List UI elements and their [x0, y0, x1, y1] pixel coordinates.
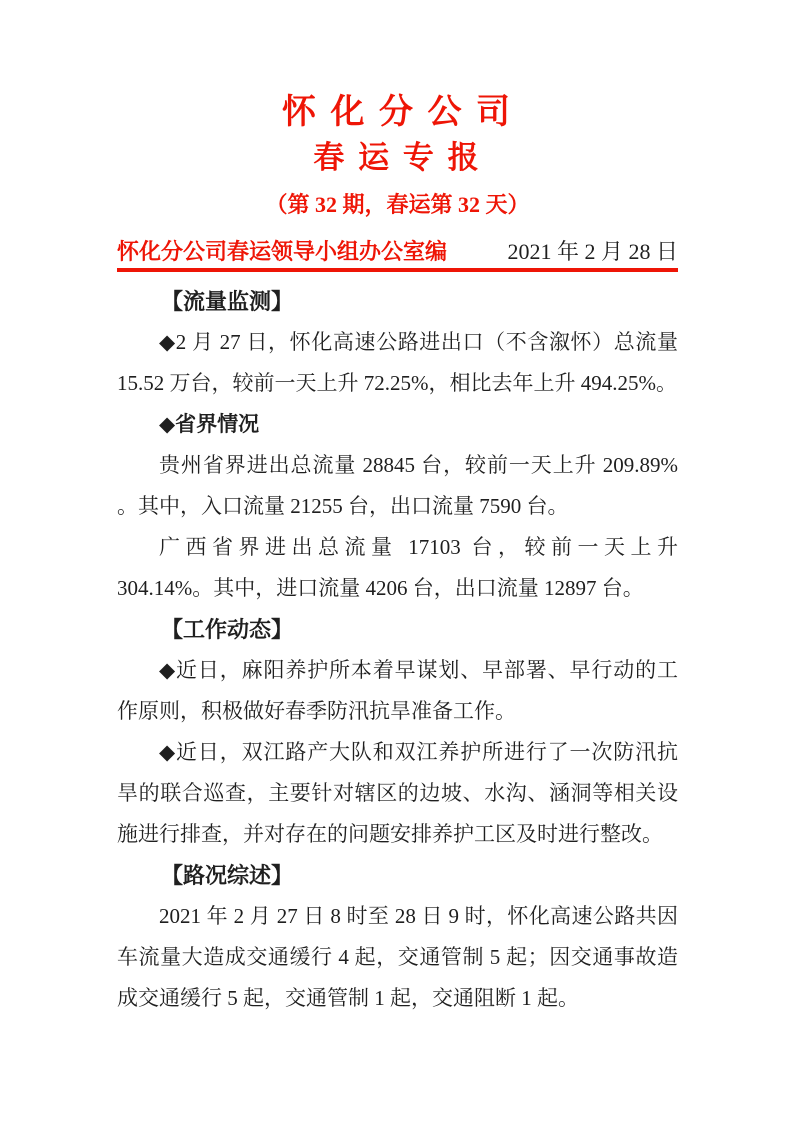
issue-date: 2021 年 2 月 28 日	[507, 239, 678, 264]
company-title: 怀 化 分 公 司	[282, 94, 513, 131]
report-title: 春 运 专 报	[313, 140, 482, 175]
section-heading-traffic-monitoring: 【流量监测】	[161, 289, 294, 314]
paragraph-total-flow: ◆2 月 27 日，怀化高速公路进出口（不含溆怀）总流量 15.52 万台，较前一天上升 72.25%，相比去年上升 494.25%。	[117, 330, 678, 395]
paragraph-mayang-maintenance: ◆近日，麻阳养护所本着早谋划、早部署、早行动的工作原则，积极做好春季防汛抗旱准备工作。	[117, 658, 678, 723]
subheading-provincial-border: ◆省界情况	[159, 412, 260, 436]
byline-row	[117, 237, 678, 266]
editor-credit: 怀化分公司春运领导小组办公室编	[117, 239, 448, 264]
paragraph-road-condition-summary: 2021 年 2 月 27 日 8 时至 28 日 9 时，怀化高速公路共因车流量大造成交通缓行 4 起，交通管制 5 起；因交通事故造成交通缓行 5 起，交通管制 1 起，交通阻断 1 起。	[117, 904, 678, 1010]
header-divider-rule	[117, 268, 678, 272]
paragraph-guizhou-border: 贵州省界进出总流量 28845 台，较前一天上升 209.89% 。其中，入口流量 21255 台，出口流量 7590 台。	[117, 453, 678, 518]
section-heading-work-updates: 【工作动态】	[161, 617, 294, 642]
section-heading-road-conditions: 【路况综述】	[161, 863, 294, 888]
paragraph-guangxi-border: 广西省界进出总流量 17103 台，较前一天上升 304.14%。其中，进口流量 4206 台，出口流量 12897 台。	[117, 535, 678, 600]
issue-number-line: （第 32 期，春运第 32 天）	[265, 192, 530, 217]
report-body	[117, 281, 678, 1019]
paragraph-shuangjiang-inspection: ◆近日，双江路产大队和双江养护所进行了一次防汛抗旱的联合巡查，主要针对辖区的边坡、水沟、涵洞等相关设施进行排查，并对存在的问题安排养护工区及时进行整改。	[117, 740, 678, 846]
